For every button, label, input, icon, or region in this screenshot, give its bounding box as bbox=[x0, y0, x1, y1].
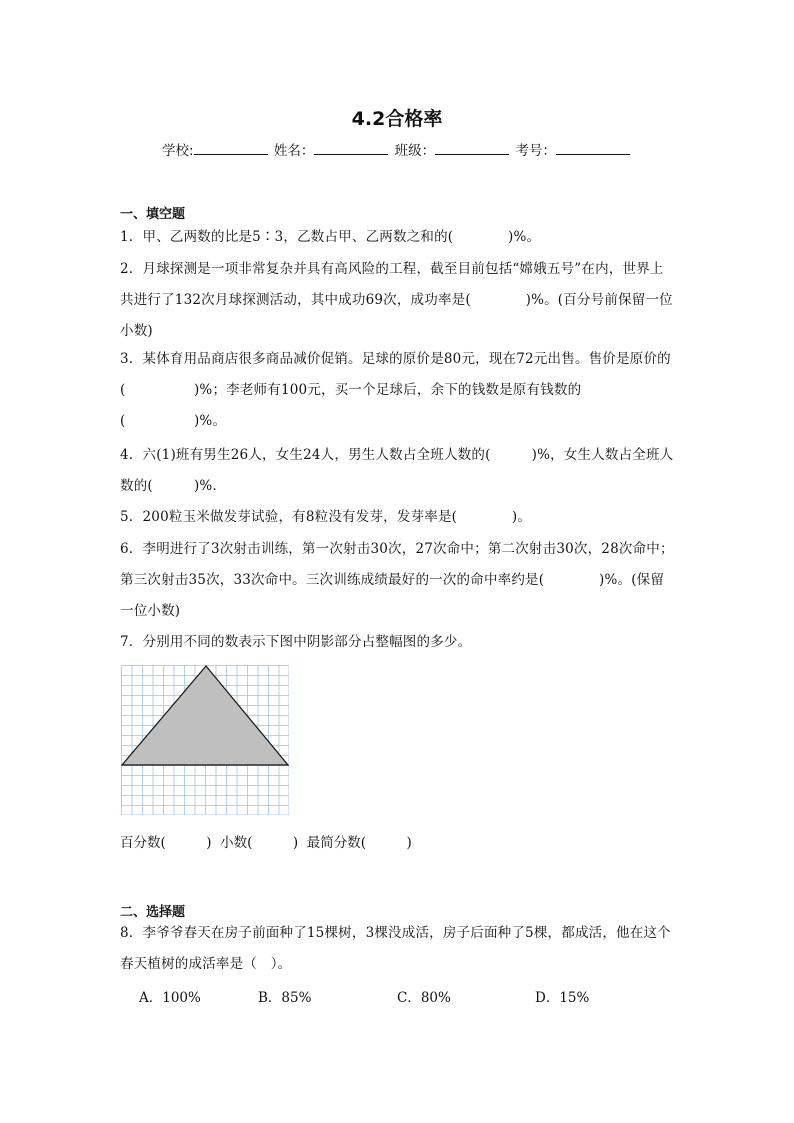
class-blank[interactable] bbox=[435, 142, 509, 155]
question-2-text: 2．月球探测是一项非常复杂并具有高风险的工程，截至目前包括“嫦娥五号”在内，世界上共进行了132次月球探测活动，其中成功69次，成功率是( )%。(百分号前保留一位小数) bbox=[120, 261, 673, 339]
option-b[interactable]: B．85% bbox=[258, 990, 312, 1006]
student-info-line bbox=[0, 139, 794, 159]
question-5-text: 5．200粒玉米做发芽试验，有8粒没有发芽，发芽率是( )。 bbox=[120, 509, 532, 525]
exam-number-blank[interactable] bbox=[556, 142, 630, 155]
question-7 bbox=[120, 627, 676, 658]
option-a[interactable]: A．100% bbox=[139, 990, 201, 1006]
option-d[interactable]: D．15% bbox=[535, 990, 590, 1006]
class-label: 班级： bbox=[394, 143, 436, 159]
option-c[interactable]: C．80% bbox=[397, 990, 451, 1006]
section-fill-in-heading: 一、填空题 bbox=[120, 207, 186, 222]
name-label: 姓名： bbox=[273, 143, 315, 159]
question-4-text: 4．六(1)班有男生26人，女生24人，男生人数占全班人数的( )%，女生人数占全班人数的( )%． bbox=[120, 447, 674, 494]
question-1-text: 1．甲、乙两数的比是5∶3，乙数占甲、乙两数之和的( )%。 bbox=[120, 229, 541, 245]
school-blank[interactable] bbox=[194, 142, 268, 155]
question-5 bbox=[120, 502, 676, 533]
page-title: 4.2合格率 bbox=[351, 108, 443, 130]
question-6-text: 6．李明进行了3次射击训练，第一次射击30次，27次命中；第二次射击30次，28次命中；第三次射击35次，33次命中。三次训练成绩最好的一次的命中率约是( )%。(保留一位小数) bbox=[120, 541, 674, 619]
question-8-text: 8．李爷爷春天在房子前面种了15棵树，3棵没成活，房子后面种了5棵，都成活，他在这个春天植树的成活率是（ ）。 bbox=[120, 925, 671, 972]
grid-svg bbox=[121, 665, 289, 815]
question-4 bbox=[120, 440, 676, 502]
question-1 bbox=[120, 222, 676, 253]
question-8-options bbox=[0, 986, 794, 1008]
triangle-grid-figure bbox=[121, 665, 289, 815]
question-7-answer-line: 百分数( ) 小数( ) 最简分数( ) bbox=[120, 835, 412, 851]
section-choice-heading: 二、选择题 bbox=[120, 905, 186, 920]
question-6 bbox=[120, 534, 676, 627]
name-blank[interactable] bbox=[314, 142, 388, 155]
question-8 bbox=[120, 918, 676, 980]
question-3 bbox=[120, 344, 676, 437]
exam-number-label: 考号： bbox=[515, 143, 556, 159]
school-label: 学校: bbox=[162, 143, 194, 159]
question-7-text: 7．分别用不同的数表示下图中阴影部分占整幅图的多少。 bbox=[120, 634, 472, 650]
question-3-text: 3．某体育用品商店很多商品减价促销。足球的原价是80元，现在72元出售。售价是原价的( )%；李老师有100元，买一个足球后，余下的钱数是原有钱数的( )%。 bbox=[120, 351, 671, 429]
question-2 bbox=[120, 254, 676, 347]
